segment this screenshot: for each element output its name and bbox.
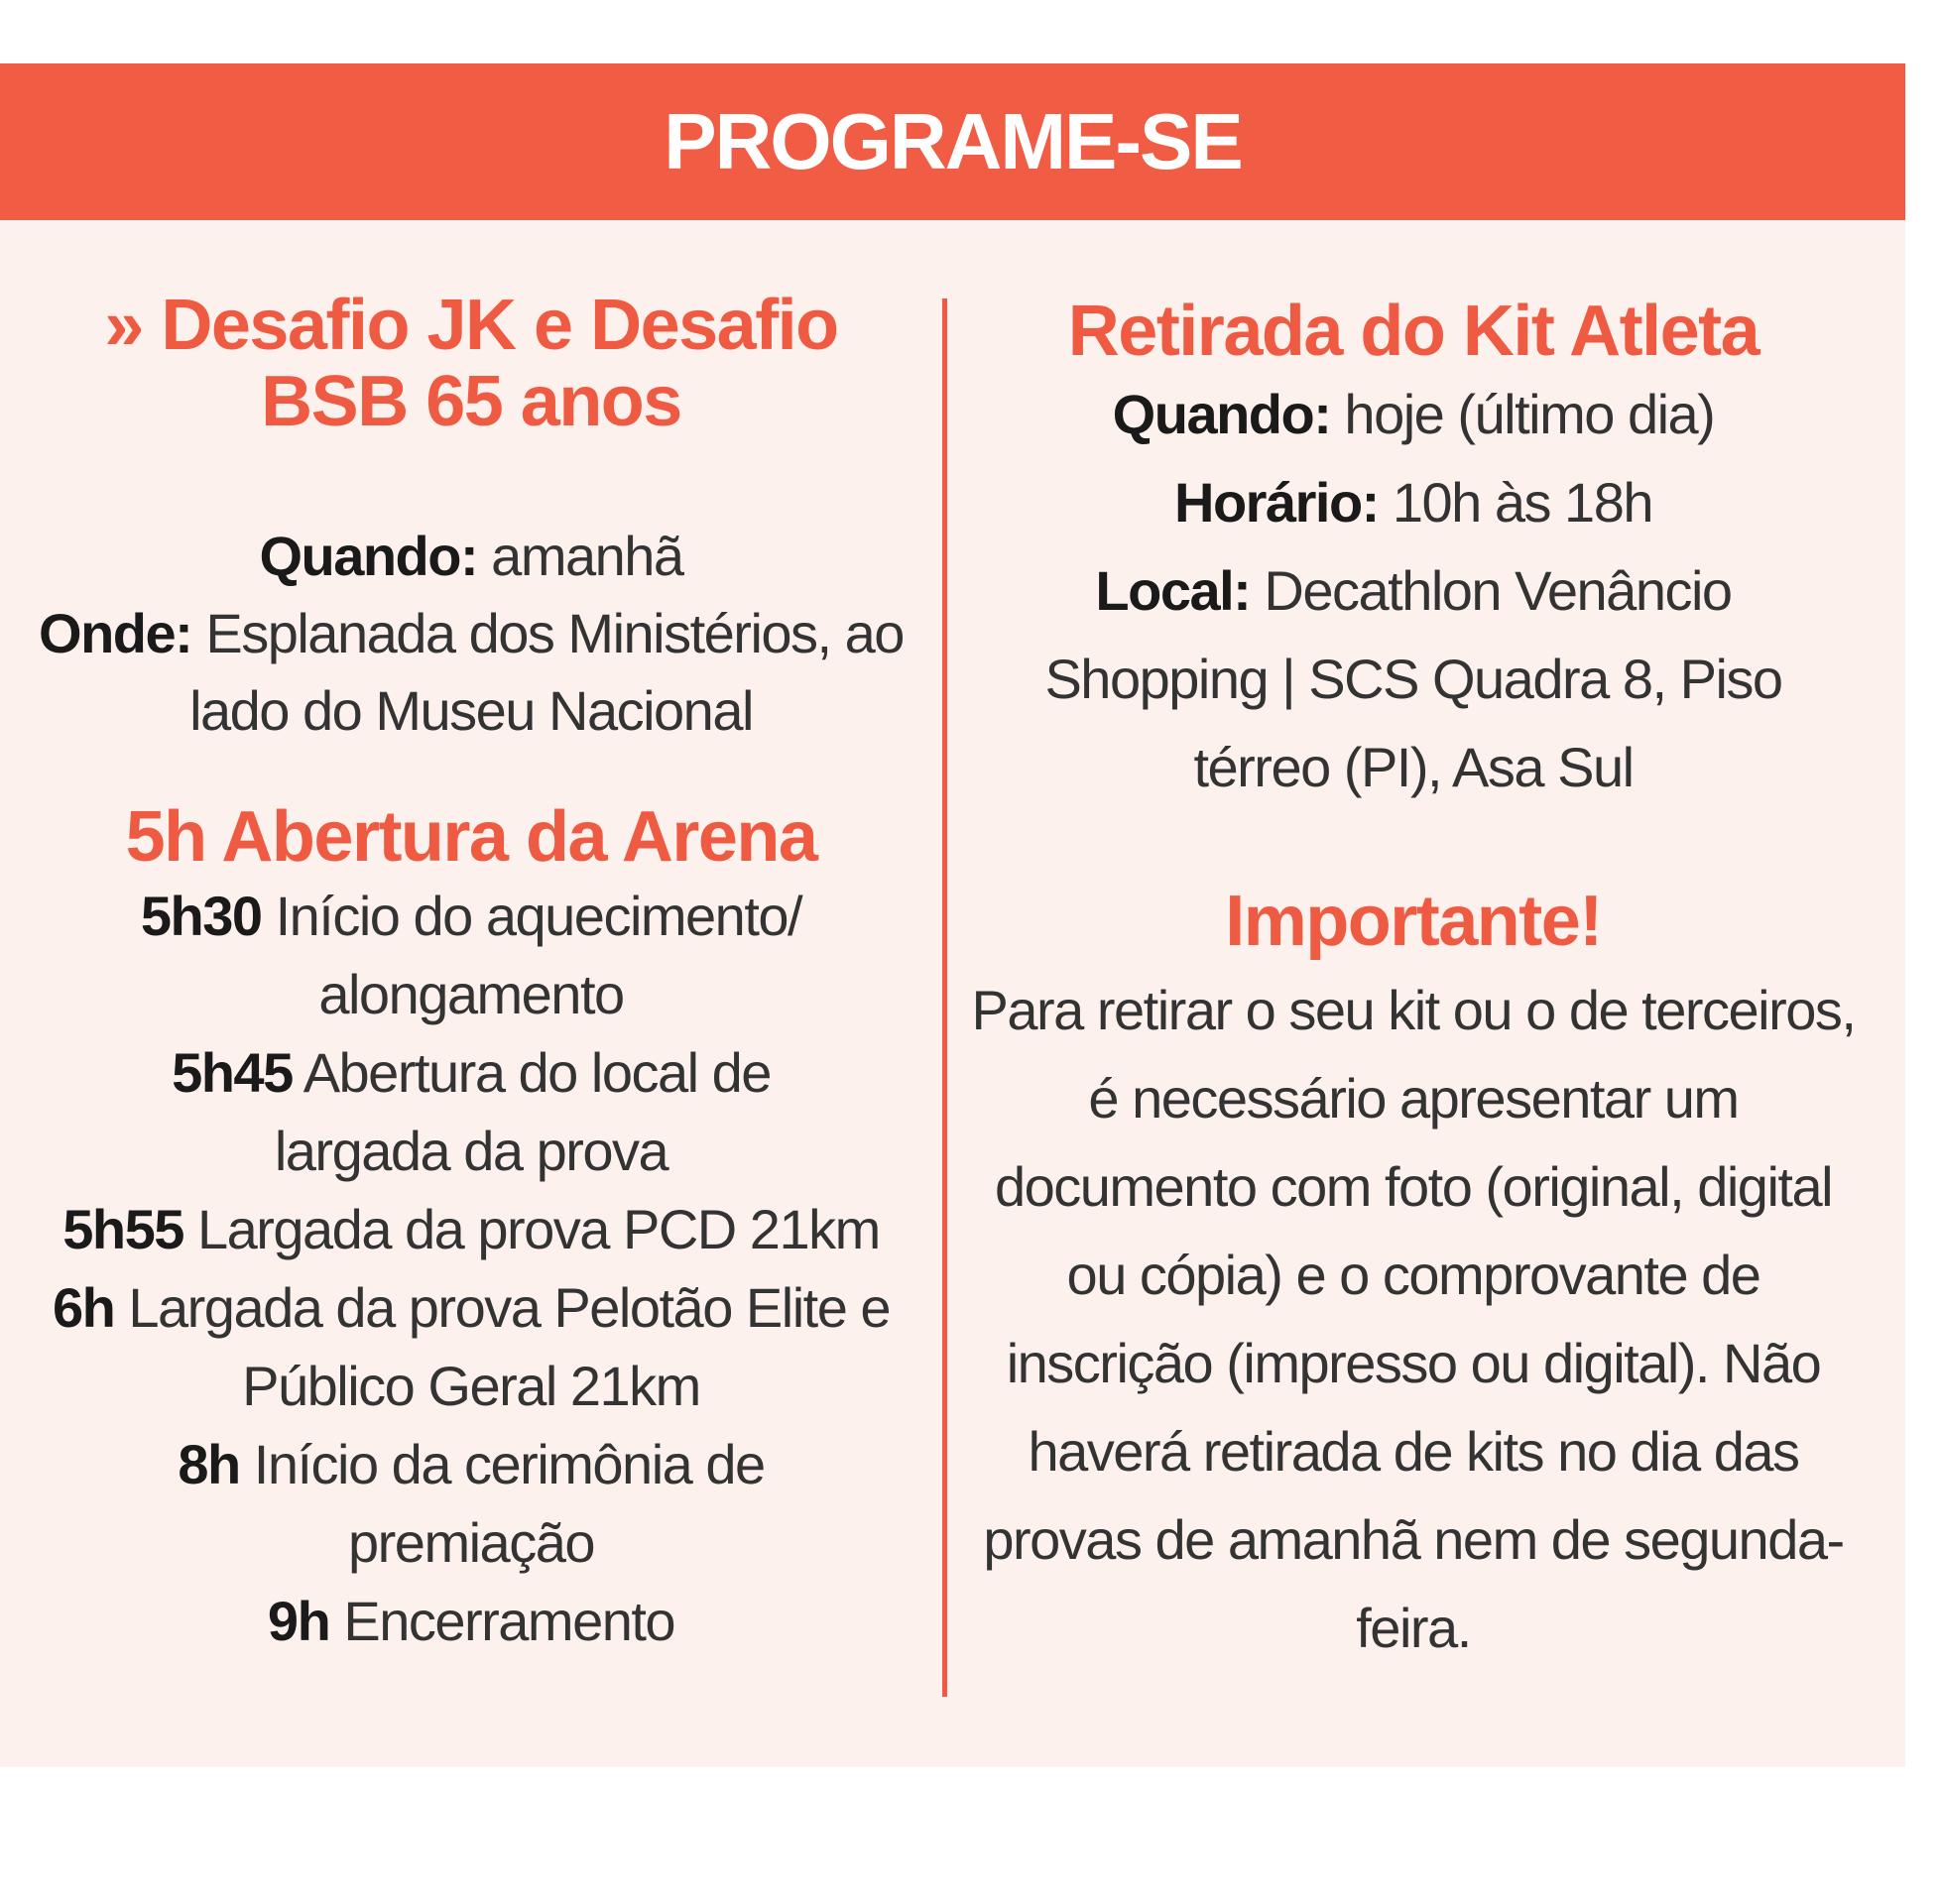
right-when-line bbox=[1007, 370, 1820, 458]
left-column bbox=[30, 288, 912, 1660]
right-hours-label: Horário: bbox=[1174, 471, 1379, 534]
right-hours-line bbox=[1007, 458, 1820, 546]
schedule-desc: Início da cerimônia de premiação bbox=[239, 1433, 765, 1574]
schedule-item bbox=[30, 1268, 912, 1425]
schedule-item bbox=[30, 1425, 912, 1582]
right-place-line bbox=[1007, 546, 1820, 811]
programe-se-box bbox=[0, 63, 1905, 1767]
right-place-label: Local: bbox=[1095, 559, 1251, 622]
column-divider bbox=[942, 298, 947, 1697]
right-column bbox=[967, 294, 1860, 1672]
schedule-heading bbox=[30, 797, 912, 877]
important-text bbox=[967, 966, 1860, 1672]
right-hours-value: 10h às 18h bbox=[1378, 471, 1652, 534]
schedule-desc: Início do aquecimento/ alongamento bbox=[261, 885, 802, 1025]
left-where-label: Onde: bbox=[39, 602, 192, 664]
right-title-text: Retirada do Kit Atleta bbox=[1067, 292, 1760, 371]
schedule-time: 5h45 bbox=[172, 1041, 293, 1104]
important-text-content: Para retirar o seu kit ou o de terceiros, é necessário apresentar um documento com foto (original, digital ou cópia) e o comprovante de inscrição (impresso ou digital). Não haverá retirada de kits no dia das provas de amanhã nem de segunda-feira. bbox=[971, 979, 1856, 1659]
left-title bbox=[30, 288, 912, 440]
schedule-desc: Largada da prova Pelotão Elite e Público Geral 21km bbox=[114, 1276, 891, 1417]
schedule-time: 8h bbox=[178, 1433, 240, 1495]
schedule-list bbox=[30, 877, 912, 1660]
schedule-time: 9h bbox=[267, 1590, 330, 1652]
right-when-value: hoje (último dia) bbox=[1330, 383, 1715, 445]
schedule-item bbox=[30, 1190, 912, 1268]
schedule-time: 6h bbox=[52, 1276, 115, 1339]
schedule-desc: Encerramento bbox=[329, 1590, 675, 1652]
schedule-desc: Largada da prova PCD 21km bbox=[182, 1198, 880, 1260]
left-when-line bbox=[30, 518, 912, 595]
schedule-heading-text: 5h Abertura da Arena bbox=[125, 797, 817, 877]
header-title: PROGRAME-SE bbox=[664, 97, 1242, 185]
right-title bbox=[967, 294, 1860, 370]
left-when-value: amanhã bbox=[477, 525, 683, 587]
left-where-value: Esplanada dos Ministérios, ao lado do Museu Nacional bbox=[189, 602, 904, 742]
schedule-time: 5h55 bbox=[62, 1198, 183, 1260]
schedule-item bbox=[30, 1582, 912, 1660]
important-heading-text: Importante! bbox=[1225, 882, 1602, 961]
left-where-line bbox=[30, 595, 912, 750]
left-when-where bbox=[30, 518, 912, 750]
header-bar bbox=[0, 63, 1905, 220]
right-details bbox=[967, 370, 1860, 811]
schedule-desc: Abertura do local de largada da prova bbox=[274, 1041, 771, 1182]
right-when-label: Quando: bbox=[1112, 383, 1331, 445]
left-title-text: » Desafio JK e Desafio BSB 65 anos bbox=[104, 286, 838, 441]
schedule-item bbox=[30, 1033, 912, 1190]
schedule-time: 5h30 bbox=[140, 885, 262, 947]
left-when-label: Quando: bbox=[259, 525, 478, 587]
schedule-item bbox=[30, 877, 912, 1033]
right-place-value: Decathlon Venâncio Shopping | SCS Quadra 8, Piso térreo (PI), Asa Sul bbox=[1044, 559, 1782, 798]
important-heading bbox=[967, 877, 1860, 966]
